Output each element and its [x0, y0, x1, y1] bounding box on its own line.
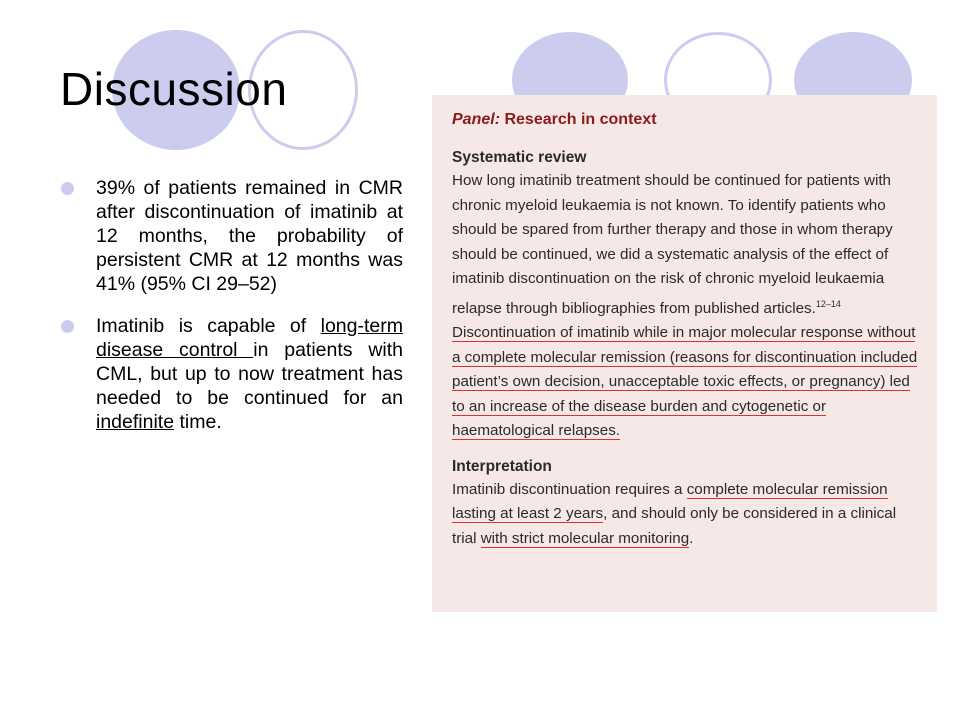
bullet-item	[58, 176, 403, 296]
interpretation-underlined-1: complete molecular remission lasting at least 2 years	[452, 480, 888, 523]
panel-title-rest: Research in context	[500, 111, 657, 128]
bullet-text-after: time.	[174, 411, 222, 433]
interpretation-part-e: .	[689, 529, 694, 547]
bullet-dot-icon	[61, 320, 74, 333]
interpretation-underlined-2: with strict molecular monitoring	[480, 529, 690, 547]
interpretation-text	[452, 478, 919, 552]
bullet-list	[58, 176, 403, 452]
bullet-text-before: Imatinib is capable of	[96, 315, 321, 337]
bullet-underlined-phrase: long-term disease control	[96, 315, 403, 361]
interpretation-part-a: Imatinib discontinuation requires a	[452, 480, 687, 498]
systematic-review-heading: Systematic review	[452, 149, 587, 166]
interpretation-heading: Interpretation	[452, 457, 552, 475]
citation: 12–14	[815, 298, 841, 309]
bullet-dot-icon	[61, 182, 74, 195]
bullet-text-middle: in patients with CML, but up to now treatment has needed to be continued for an	[96, 339, 403, 409]
panel-title	[452, 111, 919, 129]
interpretation-part-c: , and should only be considered in a clinical trial	[452, 505, 897, 547]
bullet-text: 39% of patients remained in CMR after discontinuation of imatinib at 12 months, the probability of persistent CMR at 12 months was 41% (95% CI 29–52)	[96, 177, 403, 295]
slide-title: Discussion	[60, 63, 288, 115]
systematic-review-text	[452, 169, 919, 444]
research-panel	[432, 95, 937, 612]
bullet-underlined-word: indefinite	[96, 411, 175, 433]
systematic-review-body: How long imatinib treatment should be continued for patients with chronic myeloid leukaemia is not known. To identify patients who should be spared from further therapy and those in whom therapy should be continued, we did a systematic analysis of the effect of imatinib discontinuation on the risk of chronic myeloid leukaemia relapse through bibliographies from published articles.	[452, 172, 893, 317]
panel-title-prefix: Panel:	[452, 111, 501, 128]
systematic-review-underlined: Discontinuation of imatinib while in major molecular response without a complete molecular remission (reasons for discontinuation included patient’s own decision, unacceptable toxic effects, or pregnancy) led to an increase of the disease burden and cytogenetic or haematological relapses.	[452, 324, 918, 440]
bullet-item	[58, 314, 403, 434]
